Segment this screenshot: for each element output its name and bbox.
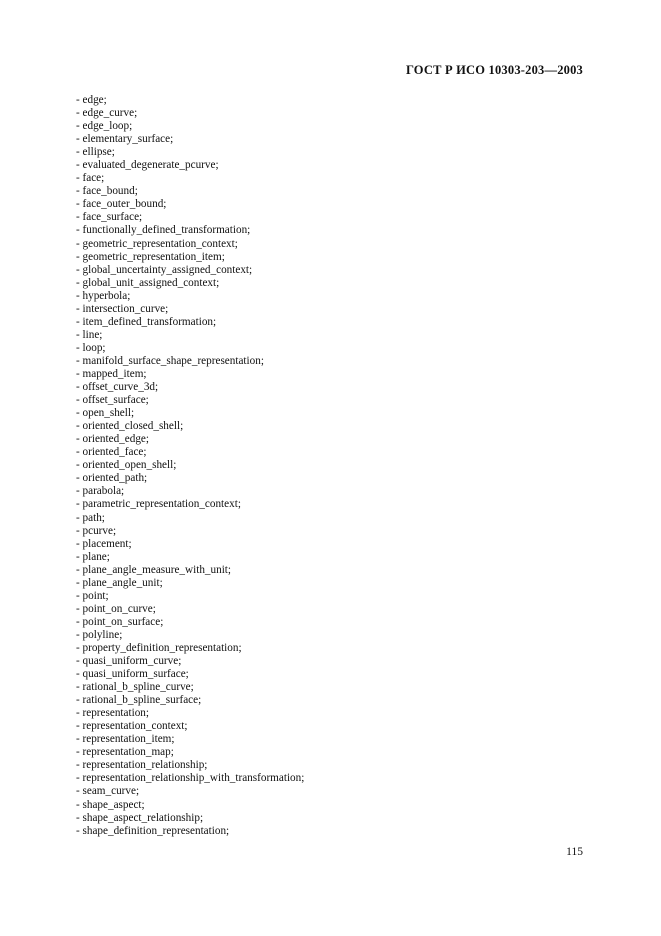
list-item: - offset_curve_3d;	[76, 381, 159, 394]
list-item: - evaluated_degenerate_pcurve;	[76, 159, 219, 172]
list-item: - representation_relationship;	[76, 759, 208, 772]
list-item: - path;	[76, 511, 105, 524]
list-item: - functionally_defined_transformation;	[76, 224, 251, 237]
list-item: - rational_b_spline_surface;	[76, 694, 202, 707]
list-item: - manifold_surface_shape_representation;	[76, 354, 264, 367]
list-item: - line;	[76, 328, 103, 341]
list-item: - oriented_open_shell;	[76, 459, 177, 472]
list-item: - quasi_uniform_surface;	[76, 668, 189, 681]
page-header: ГОСТ Р ИСО 10303-203—2003	[405, 63, 583, 77]
list-item: - quasi_uniform_curve;	[76, 655, 182, 668]
list-item: - pcurve;	[76, 524, 117, 537]
list-item: - face_surface;	[76, 211, 143, 224]
list-item: - loop;	[76, 341, 106, 354]
list-item: - parabola;	[76, 485, 125, 498]
list-item: - edge;	[76, 94, 107, 106]
entity-list	[76, 94, 304, 838]
list-item: - geometric_representation_context;	[76, 237, 238, 250]
page-number: 115	[566, 846, 583, 858]
list-item: - plane_angle_unit;	[76, 576, 163, 589]
list-item: - shape_aspect_relationship;	[76, 811, 204, 824]
list-item: - elementary_surface;	[76, 133, 174, 146]
list-item: - item_defined_transformation;	[76, 315, 217, 328]
list-item: - plane;	[76, 550, 110, 563]
list-item: - global_uncertainty_assigned_context;	[76, 263, 253, 276]
list-item: - oriented_edge;	[76, 433, 149, 446]
list-item: - property_definition_representation;	[76, 641, 242, 654]
list-item: - plane_angle_measure_with_unit;	[76, 563, 232, 576]
list-item: - seam_curve;	[76, 785, 140, 798]
list-item: - edge_loop;	[76, 120, 133, 133]
list-item: - point;	[76, 589, 109, 602]
list-item: - face_bound;	[76, 185, 138, 198]
list-item: - point_on_surface;	[76, 615, 164, 628]
list-item: - intersection_curve;	[76, 302, 169, 315]
list-item: - offset_surface;	[76, 394, 149, 407]
list-item: - polyline;	[76, 628, 123, 641]
list-item: - oriented_closed_shell;	[76, 420, 184, 433]
list-item: - representation_item;	[76, 733, 175, 746]
list-item: - mapped_item;	[76, 367, 147, 380]
list-item: - geometric_representation_item;	[76, 250, 225, 263]
list-item: - rational_b_spline_curve;	[76, 681, 194, 694]
list-item: - oriented_path;	[76, 472, 148, 485]
list-item: - face_outer_bound;	[76, 198, 167, 211]
list-item: - oriented_face;	[76, 446, 147, 459]
list-item: - representation_context;	[76, 720, 188, 733]
list-item: - hyperbola;	[76, 289, 131, 302]
list-item: - edge_curve;	[76, 107, 138, 120]
list-item: - global_unit_assigned_context;	[76, 276, 220, 289]
list-item: - representation;	[76, 707, 149, 720]
list-item: - point_on_curve;	[76, 602, 156, 615]
list-item: - representation_map;	[76, 746, 174, 759]
list-item: - face;	[76, 172, 105, 185]
list-item: - parametric_representation_context;	[76, 498, 241, 511]
list-item: - placement;	[76, 537, 132, 550]
list-item: - ellipse;	[76, 146, 115, 159]
list-item: - shape_definition_representation;	[76, 824, 230, 837]
list-item: - open_shell;	[76, 407, 135, 420]
list-item: - representation_relationship_with_transformation;	[76, 772, 305, 785]
list-item: - shape_aspect;	[76, 798, 145, 811]
